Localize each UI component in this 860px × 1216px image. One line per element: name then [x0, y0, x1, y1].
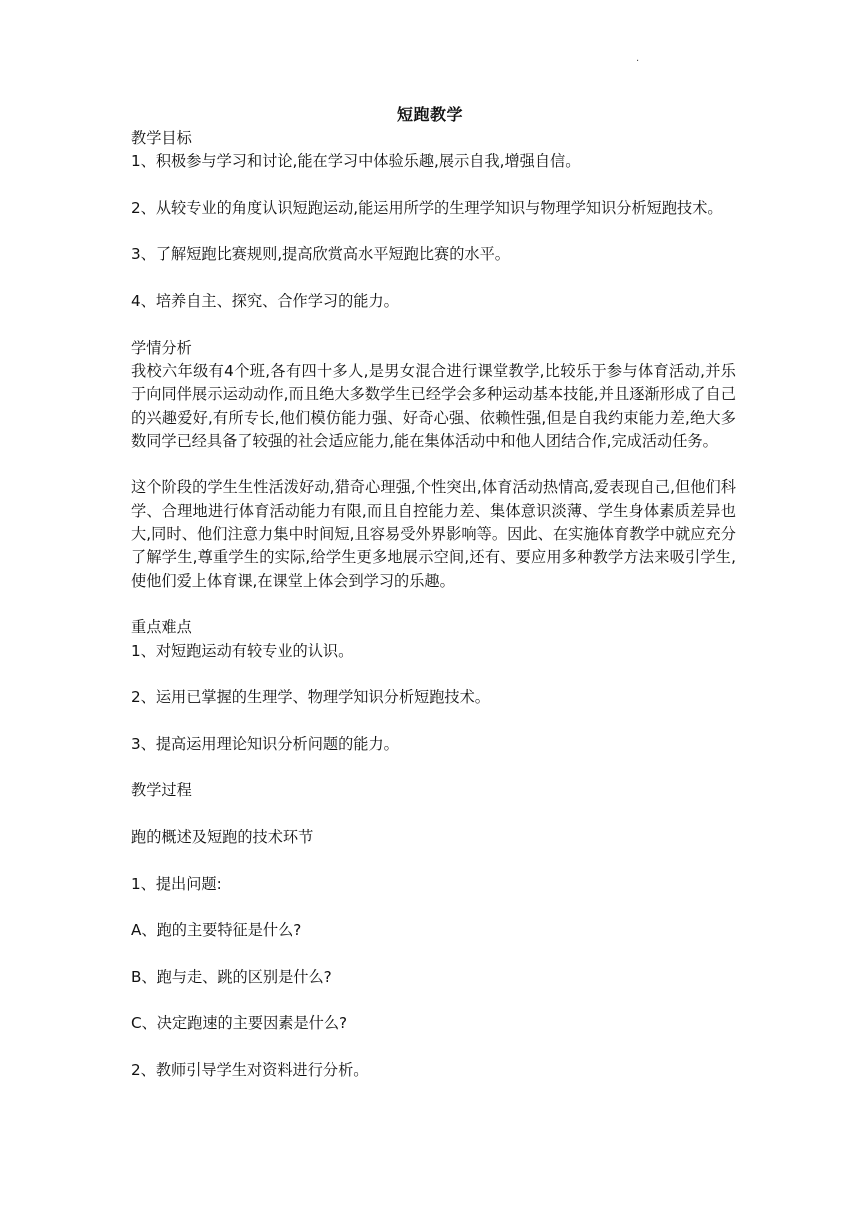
document-body: [131, 127, 736, 1082]
document-title: 短跑教学: [396, 105, 463, 124]
section-heading-process: 教学过程: [131, 781, 192, 800]
analysis-paragraph: 我校六年级有4个班,各有四十多人,是男女混合进行课堂教学,比较乐于参与体育活动,并乐于向同伴展示运动动作,而且绝大多数学生已经学会多种运动基本技能,并且逐渐形成了自己的兴趣爱好,有所专长,他们模仿能力强、好奇心强、依赖性强,但是自我约束能力差,绝大多数同学已经具备了较强的社会适应能力,能在集体活动中和他人团结合作,完成活动任务。: [131, 361, 736, 450]
difficulty-item: 2、运用已掌握的生理学、物理学知识分析短跑技术。: [131, 688, 490, 707]
process-item: B、跑与走、跳的区别是什么?: [131, 967, 332, 986]
process-item: A、跑的主要特征是什么?: [131, 921, 302, 940]
goal-item: 4、培养自主、探究、合作学习的能力。: [131, 292, 399, 311]
section-heading-goals: 教学目标: [131, 129, 192, 147]
header-dot: .: [636, 53, 640, 64]
difficulty-item: 3、提高运用理论知识分析问题的能力。: [131, 734, 399, 753]
process-subheading: 跑的概述及短跑的技术环节: [131, 827, 314, 846]
goal-item: 3、了解短跑比赛规则,提高欣赏高水平短跑比赛的水平。: [131, 245, 510, 264]
section-heading-difficulties: 重点难点: [131, 618, 192, 637]
analysis-paragraph: 这个阶段的学生生性活泼好动,猎奇心理强,个性突出,体育活动热情高,爱表现自己,但他们科学、合理地进行体育活动能力有限,而且自控能力差、集体意识淡薄、学生身体素质差异也大,同时、他们注意力集中时间短,且容易受外界影响等。因此、在实施体育教学中就应充分了解学生,尊重学生的实际,给学生更多地展示空间,还有、要应用多种教学方法来吸引学生,使他们爱上体育课,在课堂上体会到学习的乐趣。: [131, 478, 736, 590]
process-item: 2、教师引导学生对资料进行分析。: [131, 1060, 369, 1079]
difficulty-item: 1、对短跑运动有较专业的认识。: [131, 641, 354, 660]
section-heading-analysis: 学情分析: [131, 338, 192, 357]
process-item: 1、提出问题:: [131, 874, 222, 893]
goal-item: 2、从较专业的角度认识短跑运动,能运用所学的生理学知识与物理学知识分析短跑技术。: [131, 198, 723, 217]
goal-item: 1、积极参与学习和讨论,能在学习中体验乐趣,展示自我,增强自信。: [131, 152, 581, 171]
process-item: C、决定跑速的主要因素是什么?: [131, 1014, 348, 1033]
